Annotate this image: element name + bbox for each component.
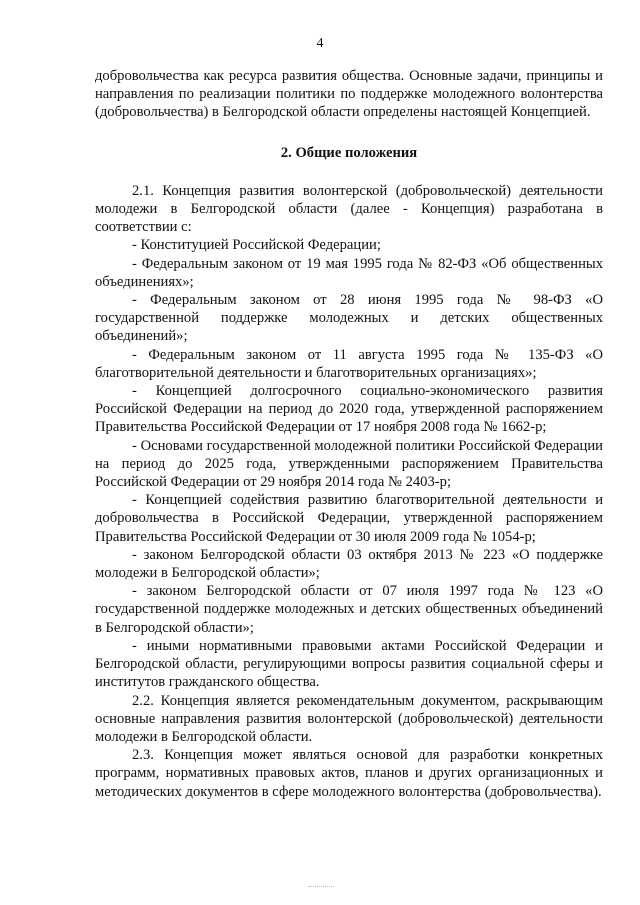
list-item-concept-2020: - Концепцией долгосрочного социально-экономического развития Российской Федерации на период до 2020 года, утвержденной распоряжением Правительства Российской Федерации от 17 ноября 2008 года № 1662-р; (95, 383, 603, 436)
paragraph-2-2: 2.2. Концепция является рекомендательным документом, раскрывающим основные направления развития волонтерской (добровольческой) деятельности молодежи в Белгородской области. (95, 692, 603, 745)
list-item-law-135fz: - Федеральным законом от 11 августа 1995 года № 135-ФЗ «О благотворительной деятельности и благотворительных организациях»; (95, 346, 603, 381)
list-item-law-82fz: - Федеральным законом от 19 мая 1995 года № 82-ФЗ «Об общественных объединениях»; (95, 255, 603, 290)
list-item-constitution: - Конституцией Российской Федерации; (132, 237, 381, 254)
list-item-regional-law-123: - законом Белгородской области от 07 июля 1997 года № 123 «О государственной поддержке молодежных и детских общественных объединений в Белгородской области»; (95, 583, 603, 636)
page-number: 4 (316, 36, 324, 51)
list-item-other-acts: - иными нормативными правовыми актами Российской Федерации и Белгородской области, регулирующими вопросы развития социальной сферы и институтов гражданского общества. (95, 637, 603, 691)
paragraph-2-3: 2.3. Концепция может являться основой для разработки конкретных программ, нормативных правовых актов, планов и других организационных и методических документов в сфере молодежного волонтерства (добровольчества). (95, 747, 603, 800)
document-body (95, 67, 603, 801)
intro-paragraph: добровольчества как ресурса развития общества. Основные задачи, принципы и направления по реализации политики по поддержке молодежного волонтерства (добровольчества) в Белгородской области определены настоящей Концепцией. (95, 68, 603, 121)
list-item-youth-policy-2025: - Основами государственной молодежной политики Российской Федерации на период до 2025 года, утвержденными распоряжением Правительства Российской Федерации от 29 ноября 2014 года № 2403-р; (95, 437, 603, 491)
section-heading: 2. Общие положения (280, 144, 418, 161)
list-item-regional-law-223: - законом Белгородской области 03 октября 2013 № 223 «О поддержке молодежи в Белгородской области»; (95, 546, 603, 582)
list-item-charity-concept: - Концепцией содействия развитию благотворительной деятельности и добровольчества в Российской Федерации, утвержденной распоряжением Правительства Российской Федерации от 30 июля 2009 года № 1054-р; (95, 492, 603, 545)
paragraph-2-1: 2.1. Концепция развития волонтерской (добровольческой) деятельности молодежи в Белгородской области (далее - Концепция) разработана в соответствии с: (95, 182, 603, 236)
list-item-law-98fz: - Федеральным законом от 28 июня 1995 года № 98-ФЗ «О государственной поддержке молодежных и детских общественных объединений»; (95, 292, 603, 345)
footer-divider (308, 886, 334, 887)
